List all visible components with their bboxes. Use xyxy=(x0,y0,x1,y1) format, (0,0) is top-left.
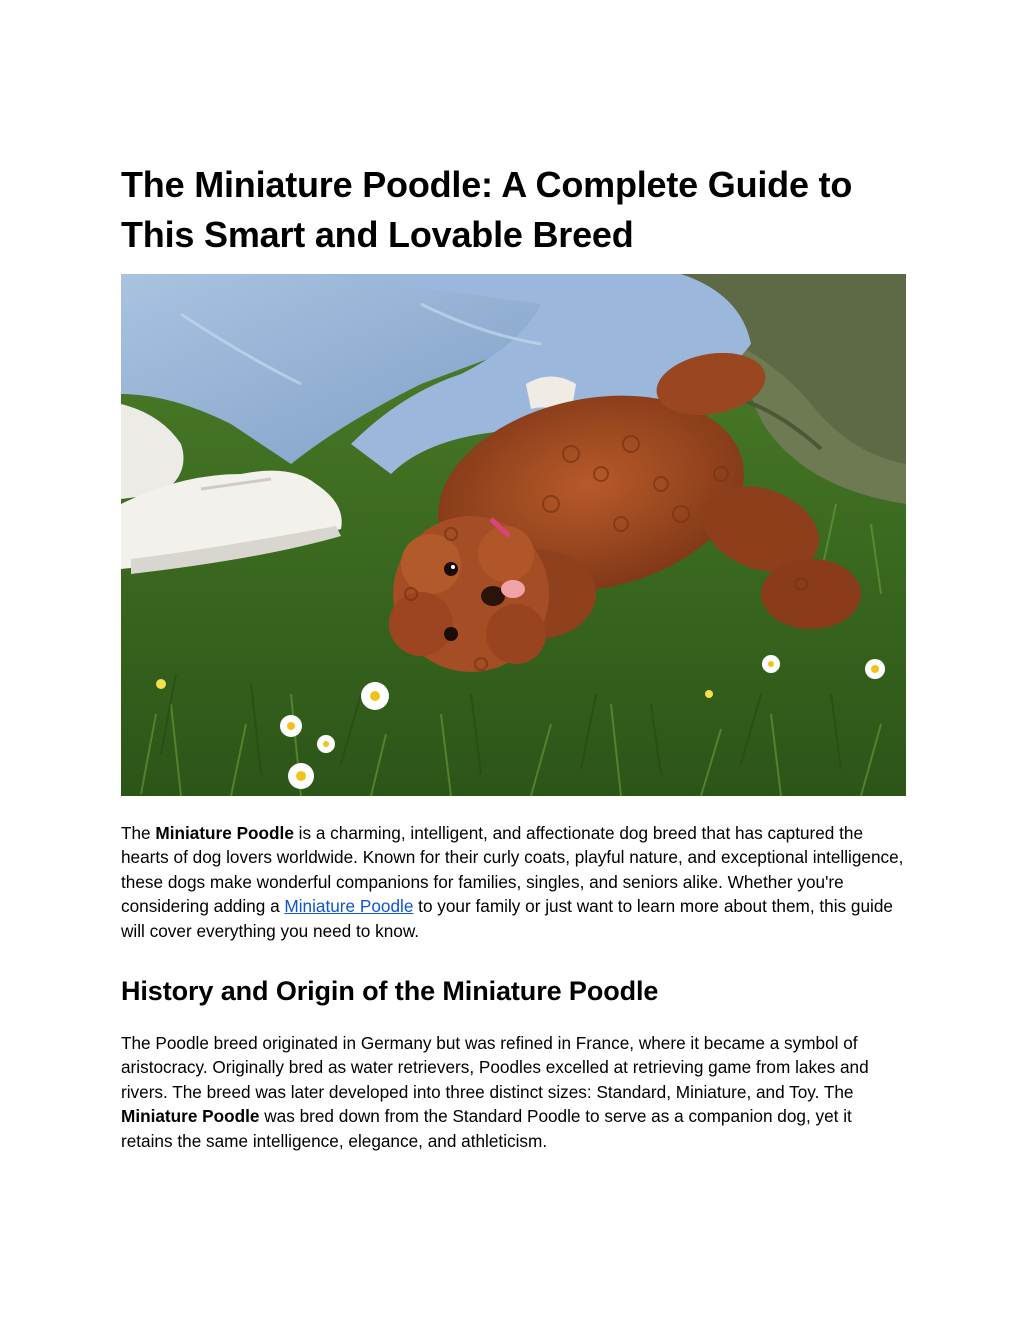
intro-paragraph xyxy=(121,821,907,943)
history-heading: History and Origin of the Miniature Poodle xyxy=(121,976,659,1006)
page-title: The Miniature Poodle: A Complete Guide to This Smart and Lovable Breed xyxy=(121,164,853,255)
intro-bold-breed-name: Miniature Poodle xyxy=(155,823,294,843)
poodle-on-grass-illustration xyxy=(121,274,906,796)
intro-text-middle: is a charming, intelligent, and affectionate dog breed that has captured the hearts of dog lovers worldwide. Known for their curly coats, playful nature, and exceptional intelligence, these dogs make wonderful companions for families, singles, and seniors alike. Whether you're considering adding a xyxy=(121,823,904,917)
history-text-start: The Poodle breed originated in Germany but was refined in France, where it became a symbol of aristocracy. Originally bred as water retrievers, Poodles excelled at retrieving game from lakes and rivers. The breed was later developed into three distinct sizes: Standard, Miniature, and Toy. The xyxy=(121,1033,869,1102)
miniature-poodle-link[interactable]: Miniature Poodle xyxy=(284,896,414,917)
intro-text-end: to your family or just want to learn more about them, this guide will cover everything you need to know. xyxy=(121,896,893,941)
hero-image xyxy=(121,274,906,796)
history-bold-breed-name: Miniature Poodle xyxy=(121,1106,260,1127)
intro-text-lead: The xyxy=(121,823,156,843)
history-text-end: was bred down from the Standard Poodle to serve as a companion dog, yet it retains the same intelligence, elegance, and athleticism. xyxy=(121,1106,852,1151)
history-paragraph xyxy=(121,1031,907,1153)
